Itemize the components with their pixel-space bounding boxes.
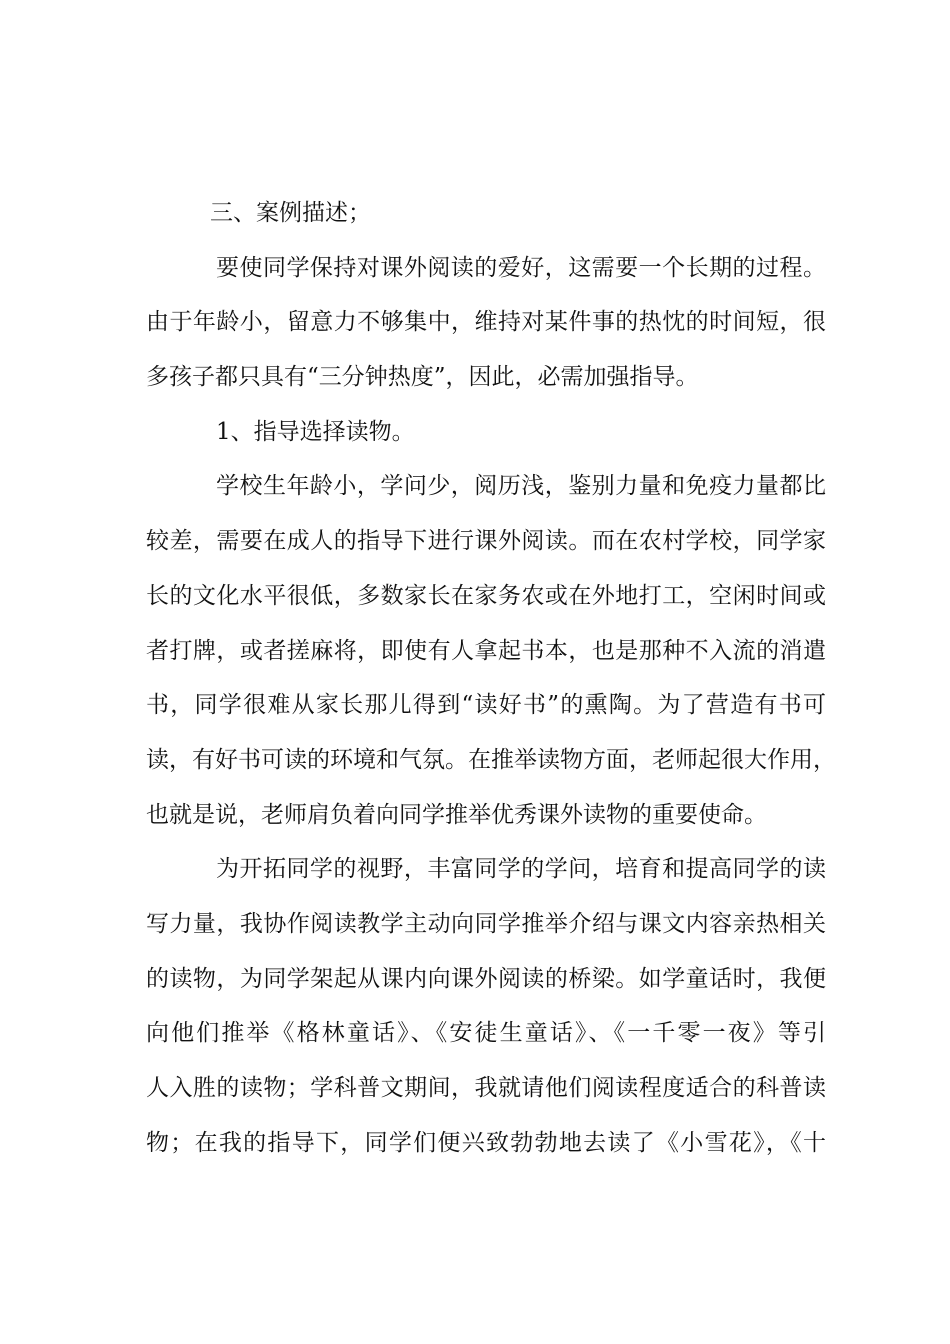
- paragraph-line: 写力量，我协作阅读教学主动向同学推举介绍与课文内容亲热相关: [146, 910, 826, 937]
- paragraph-line: 书，同学很难从家长那儿得到“读好书”的熏陶。为了营造有书可: [146, 692, 826, 719]
- paragraph-1: [146, 241, 826, 405]
- paragraph-line: 也就是说，老师肩负着向同学推举优秀课外读物的重要使命。: [146, 801, 767, 828]
- paragraph-line: 要使同学保持对课外阅读的爱好，这需要一个长期的过程。: [216, 254, 826, 281]
- paragraph-line: 读，有好书可读的环境和气氛。在推举读物方面，老师起很大作用，: [146, 746, 836, 773]
- section-heading: 三、案例描述；: [210, 200, 371, 226]
- paragraph-line: 为开拓同学的视野，丰富同学的学问，培育和提高同学的读: [216, 856, 826, 883]
- paragraph-3: [146, 842, 826, 1170]
- document-body: [146, 186, 836, 1170]
- paragraph-line: 的读物，为同学架起从课内向课外阅读的桥梁。如学童话时，我便: [146, 965, 826, 992]
- paragraph-line: 较差，需要在成人的指导下进行课外阅读。而在农村学校，同学家: [146, 528, 826, 555]
- paragraph-line: 由于年龄小，留意力不够集中，维持对某件事的热忱的时间短，很: [146, 309, 826, 336]
- paragraph-2: [146, 459, 836, 842]
- paragraph-line: 者打牌，或者搓麻将，即使有人拿起书本，也是那种不入流的消遣: [146, 637, 826, 664]
- paragraph-line: 学校生年龄小，学问少，阅历浅，鉴别力量和免疫力量都比: [216, 473, 826, 500]
- paragraph-line: 向他们推举《格林童话》、《安徒生童话》、《一千零一夜》等引: [146, 1020, 826, 1047]
- paragraph-line: 多孩子都只具有“三分钟热度”，因此，必需加强指导。: [146, 364, 699, 391]
- paragraph-line: 人入胜的读物；学科普文期间，我就请他们阅读程度适合的科普读: [146, 1075, 826, 1101]
- subsection-heading: 1、指导选择读物。: [216, 418, 415, 445]
- paragraph-line: 物；在我的指导下，同学们便兴致勃勃地去读了《小雪花》，《十: [146, 1129, 826, 1156]
- paragraph-line: 长的文化水平很低，多数家长在家务农或在外地打工，空闲时间或: [146, 582, 826, 609]
